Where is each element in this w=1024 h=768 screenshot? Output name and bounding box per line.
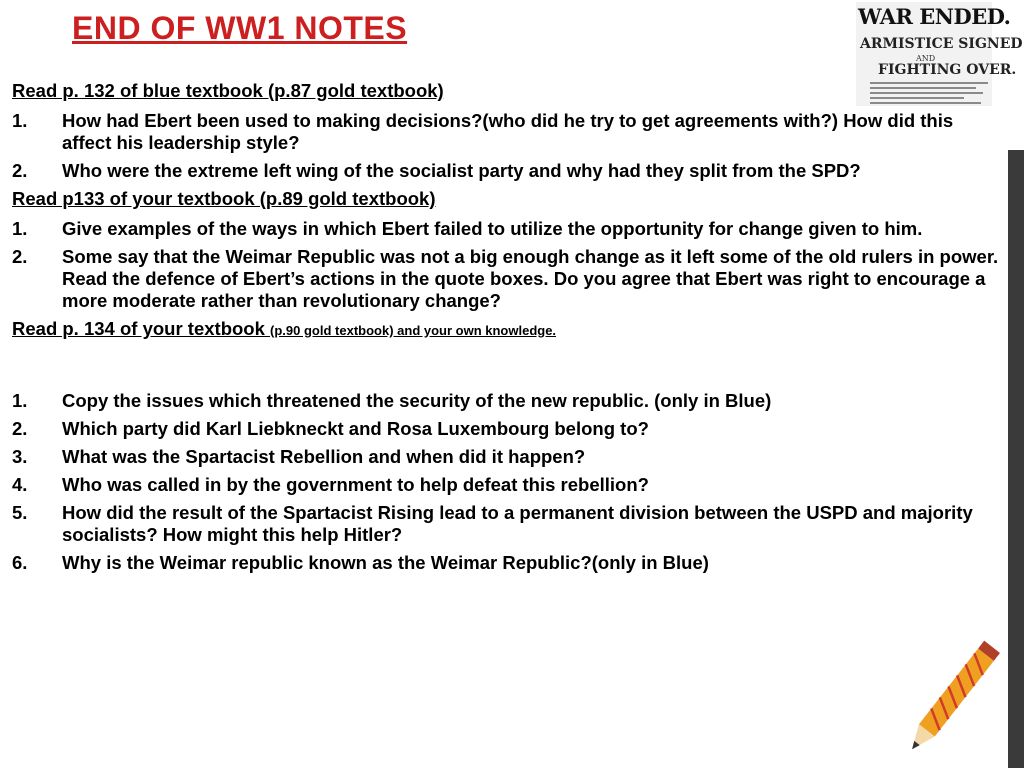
section-heading-2 [12,188,1002,210]
section-heading-3 [12,318,1002,342]
section-heading-text: Read p133 of your textbook (p.89 gold textbook) [12,188,436,209]
list-item [12,474,1002,496]
item-text: Who was called in by the government to help defeat this rebellion? [62,474,649,495]
list-item [12,110,1002,154]
clipping-headline-4: FIGHTING OVER. [878,62,1017,78]
item-number: 6. [12,552,28,573]
item-text: How did the result of the Spartacist Rising lead to a permanent division between the USPD and majority socialists? How might this help Hitler? [62,502,973,545]
list-item [12,246,1002,312]
list-item [12,502,1002,546]
item-text: Who were the extreme left wing of the socialist party and why had they split from the SPD? [62,160,861,181]
item-number: 2. [12,246,28,267]
item-number: 2. [12,160,28,181]
item-number: 1. [12,110,28,131]
question-list-3 [12,390,1002,574]
item-number: 1. [12,218,28,239]
item-text: Copy the issues which threatened the security of the new republic. (only in Blue) [62,390,772,411]
list-item [12,218,1002,240]
item-text: Some say that the Weimar Republic was not a big enough change as it left some of the old rulers in power. Read the defence of Ebert’s actions in the quote boxes. Do you agree that Ebert was right to encourage a more moderate rather than revolutionary change? [62,246,999,311]
question-list-2 [12,218,1002,312]
clipping-headline-3: AND [916,54,936,63]
section-heading-text: Read p. 134 of your textbook [12,318,271,339]
item-text: How had Ebert been used to making decisions?(who did he try to get agreements with?) How did this affect his leadership style? [62,110,954,153]
item-number: 4. [12,474,28,495]
item-number: 3. [12,446,28,467]
section-heading-suffix: (p.90 gold textbook) and your own knowledge. [270,323,557,338]
list-item [12,552,1002,574]
list-item [12,446,1002,468]
section-heading-text: Read p. 132 of blue textbook (p.87 gold textbook) [12,80,444,101]
notes-body [12,80,1002,580]
item-text: What was the Spartacist Rebellion and when did it happen? [62,446,586,467]
item-text: Why is the Weimar republic known as the Weimar Republic?(only in Blue) [62,552,709,573]
page-title: END OF WW1 NOTES [72,10,408,46]
list-item [12,160,1002,182]
clipping-headline-2: ARMISTICE SIGNED [860,36,1023,52]
list-item [12,418,1002,440]
item-text: Give examples of the ways in which Ebert failed to utilize the opportunity for change given to him. [62,218,923,239]
list-item [12,390,1002,412]
question-list-1 [12,110,1002,182]
item-text: Which party did Karl Liebkneckt and Rosa Luxembourg belong to? [62,418,649,439]
slide-edge-shadow [1008,150,1024,768]
clipping-headline-1: WAR ENDED. [858,4,1011,29]
item-number: 1. [12,390,28,411]
section-heading-1 [12,80,1002,102]
item-number: 2. [12,418,28,439]
item-number: 5. [12,502,28,523]
pencil-icon [906,638,992,766]
